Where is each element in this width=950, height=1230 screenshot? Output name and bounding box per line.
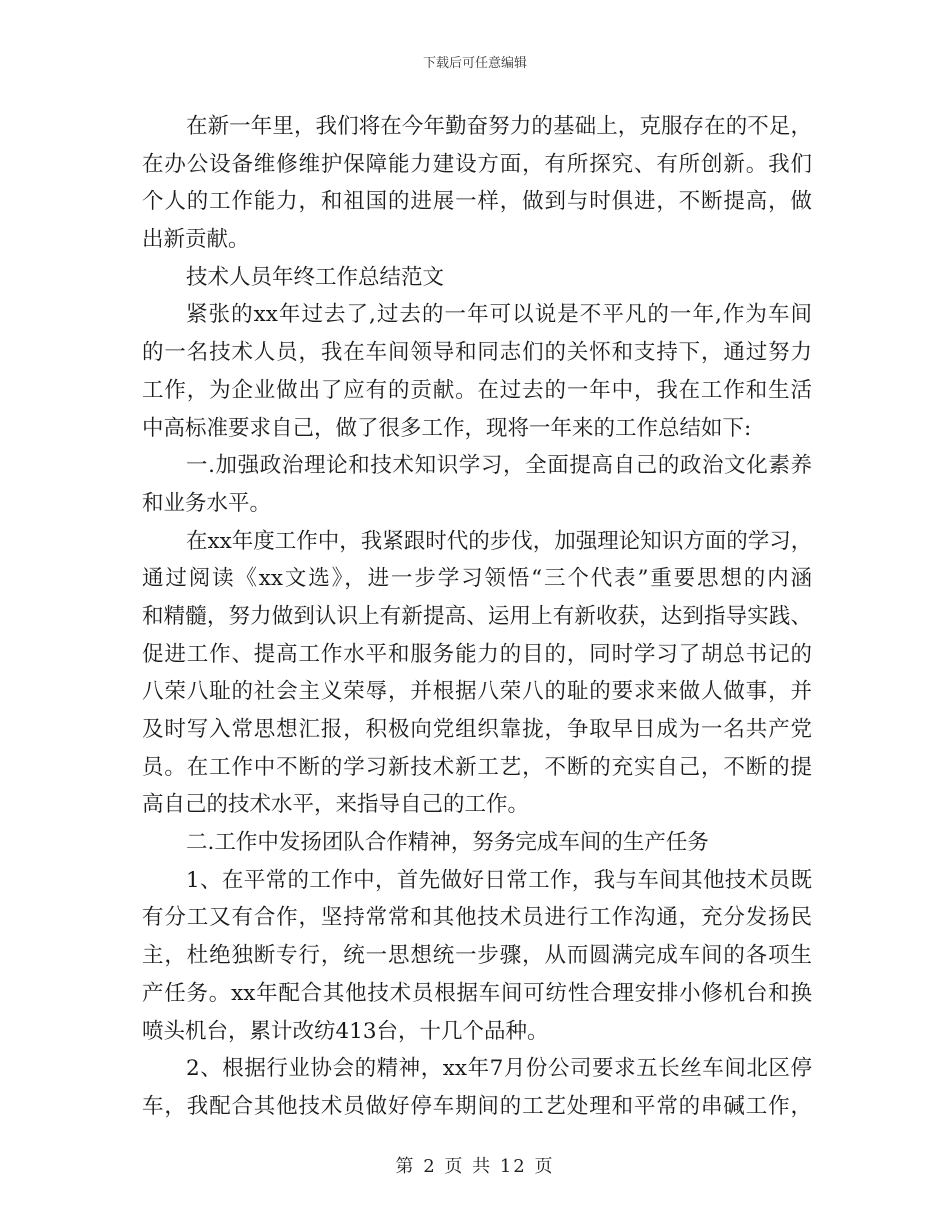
text-line: 产任务。xx年配合其他技术员根据车间可纺性合理安排小修机台和换 <box>142 980 812 1006</box>
text-line: 高自己的技术水平，来指导自己的工作。 <box>142 792 530 818</box>
text-line: 1、在平常的工作中，首先做好日常工作，我与车间其他技术员既 <box>186 867 812 893</box>
text-line: 促进工作、提高工作水平和服务能力的目的，同时学习了胡总书记的 <box>142 641 812 667</box>
text-line: 二.工作中发扬团队合作精神，努务完成车间的生产任务 <box>186 830 709 856</box>
text-line: 中高标准要求自己，做了很多工作，现将一年来的工作总结如下: <box>142 415 752 441</box>
text-line: 通过阅读《xx文选》，进一步学习领悟“三个代表”重要思想的内涵 <box>142 566 812 592</box>
text-line: 工作，为企业做出了应有的贡献。在过去的一年中，我在工作和生活 <box>142 377 812 403</box>
text-line: 主，杜绝独断专行，统一思想统一步骤，从而圆满完成车间的各项生 <box>142 943 812 969</box>
text-line: 一.加强政治理论和技术知识学习，全面提高自己的政治文化素养 <box>186 453 812 479</box>
text-line: 出新贡献。 <box>142 227 250 253</box>
text-line: 和业务水平。 <box>142 490 272 516</box>
text-line: 及时写入常思想汇报，积极向党组织靠拢，争取早日成为一名共产党 <box>142 717 812 742</box>
page-header: 下载后可任意编辑 <box>422 56 527 71</box>
text-line: 的一名技术人员，我在车间领导和同志们的关怀和支持下，通过努力 <box>142 340 812 366</box>
text-line: 紧张的xx年过去了,过去的一年可以说是不平凡的一年,作为车间 <box>186 302 812 328</box>
text-line: 有分工又有合作，坚持常常和其他技术员进行工作沟通，充分发扬民 <box>142 905 812 931</box>
text-line: 在新一年里，我们将在今年勤奋努力的基础上，克服存在的不足， <box>186 114 812 139</box>
text-line: 喷头机台，累计改纺413台，十几个品种。 <box>142 1018 549 1044</box>
document-body <box>142 108 812 1126</box>
page-number: 第 2 页 共 12 页 <box>395 1156 555 1177</box>
text-line: 技术人员年终工作总结范文 <box>186 264 445 290</box>
text-line: 和精髓，努力做到认识上有新提高、运用上有新收获，达到指导实践、 <box>142 603 812 629</box>
text-line: 八荣八耻的社会主义荣辱，并根据八荣八的耻的要求来做人做事，并 <box>142 679 812 705</box>
text-line: 员。在工作中不断的学习新技术新工艺，不断的充实自己，不断的提 <box>142 754 812 780</box>
text-line: 车，我配合其他技术员做好停车期间的工艺处理和平常的串碱工作， <box>142 1093 812 1119</box>
text-line: 在办公设备维修维护保障能力建设方面，有所探究、有所创新。我们 <box>142 151 812 177</box>
text-line: 在xx年度工作中，我紧跟时代的步伐，加强理论知识方面的学习， <box>186 528 813 554</box>
text-line: 个人的工作能力，和祖国的进展一样，做到与时俱进，不断提高，做 <box>142 189 812 215</box>
text-line: 2、根据行业协会的精神，xx年7月份公司要求五长丝车间北区停 <box>186 1056 812 1082</box>
